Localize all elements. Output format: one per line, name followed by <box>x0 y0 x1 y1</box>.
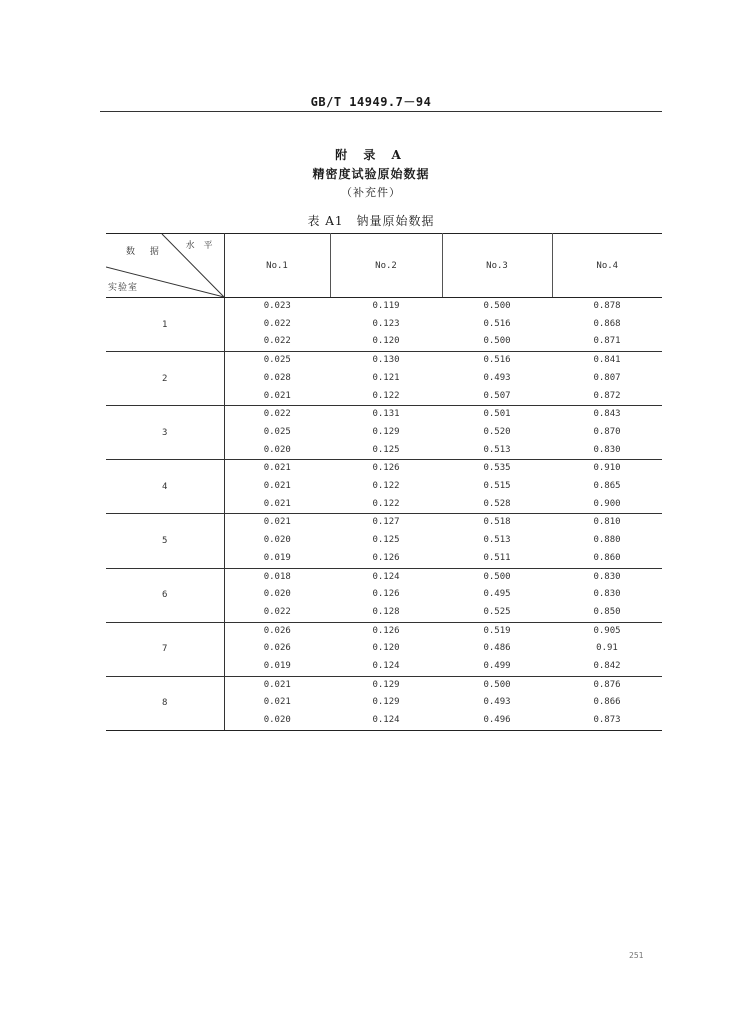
value-cell: 0.021 <box>263 498 291 509</box>
value-cell: 0.905 <box>552 622 662 640</box>
table-row <box>106 460 662 478</box>
value-cell: 0.850 <box>593 606 621 617</box>
value-cell: 0.91 <box>596 643 618 654</box>
value-cell: 0.830 <box>593 589 621 600</box>
value-cell: 0.513 <box>483 444 511 455</box>
table-header-row <box>106 234 662 298</box>
value-cell: 0.021 <box>224 676 330 694</box>
value-cell: 0.873 <box>552 712 662 730</box>
value-cell: 0.122 <box>372 390 400 401</box>
column-header: No.1 <box>224 234 330 298</box>
value-cell: 0.807 <box>593 372 621 383</box>
value-cell: 0.501 <box>442 406 552 424</box>
value-cell: 0.520 <box>483 426 511 437</box>
column-header: No.2 <box>330 234 442 298</box>
value-cell: 0.122 <box>372 481 400 492</box>
value-cell: 0.841 <box>552 352 662 370</box>
value-cell: 0.900 <box>593 498 621 509</box>
value-cell: 0.495 <box>483 589 511 600</box>
value-cell: 0.519 <box>442 622 552 640</box>
value-cell: 0.126 <box>372 589 400 600</box>
value-cell: 0.020 <box>263 589 291 600</box>
value-cell: 0.022 <box>263 606 291 617</box>
value-cell: 0.028 <box>263 372 291 383</box>
value-cell: 0.493 <box>483 697 511 708</box>
value-cell: 0.830 <box>593 444 621 455</box>
value-cell: 0.499 <box>483 661 511 672</box>
value-cell: 0.500 <box>442 568 552 586</box>
standard-header: GB/T 14949.7－94 <box>310 95 432 109</box>
corner-lab-label: 实验室 <box>108 283 139 293</box>
table-row <box>106 622 662 640</box>
value-cell: 0.515 <box>483 481 511 492</box>
appendix-heading <box>0 146 742 202</box>
value-cell: 0.119 <box>330 298 442 316</box>
value-cell: 0.860 <box>593 552 621 563</box>
lab-number-cell: 8 <box>106 676 224 730</box>
value-cell: 0.493 <box>483 372 511 383</box>
lab-number-cell: 1 <box>106 298 224 352</box>
value-cell: 0.535 <box>442 460 552 478</box>
value-cell: 0.525 <box>483 606 511 617</box>
value-cell: 0.878 <box>552 298 662 316</box>
corner-data-label: 数 据 <box>126 247 165 257</box>
appendix-title: 附 录 A <box>335 148 407 162</box>
value-cell: 0.130 <box>330 352 442 370</box>
value-cell: 0.025 <box>224 352 330 370</box>
lab-number-cell: 3 <box>106 406 224 460</box>
value-cell: 0.128 <box>372 606 400 617</box>
value-cell: 0.020 <box>263 535 291 546</box>
value-cell: 0.511 <box>483 552 511 563</box>
value-cell: 0.910 <box>552 460 662 478</box>
table-row <box>106 406 662 424</box>
value-cell: 0.021 <box>263 697 291 708</box>
value-cell: 0.121 <box>372 372 400 383</box>
value-cell: 0.019 <box>263 552 291 563</box>
value-cell: 0.496 <box>442 712 552 730</box>
value-cell: 0.872 <box>593 390 621 401</box>
value-cell: 0.023 <box>224 298 330 316</box>
value-cell: 0.865 <box>593 481 621 492</box>
value-cell: 0.018 <box>224 568 330 586</box>
value-cell: 0.126 <box>330 460 442 478</box>
value-cell: 0.810 <box>552 514 662 532</box>
value-cell: 0.516 <box>483 318 511 329</box>
value-cell: 0.516 <box>442 352 552 370</box>
value-cell: 0.021 <box>224 514 330 532</box>
value-cell: 0.125 <box>372 444 400 455</box>
value-cell: 0.124 <box>330 568 442 586</box>
value-cell: 0.486 <box>483 643 511 654</box>
value-cell: 0.518 <box>442 514 552 532</box>
value-cell: 0.019 <box>263 661 291 672</box>
column-header: No.4 <box>552 234 662 298</box>
lab-number-cell: 4 <box>106 460 224 514</box>
table-body <box>106 298 662 731</box>
value-cell: 0.122 <box>372 498 400 509</box>
value-cell: 0.876 <box>552 676 662 694</box>
value-cell: 0.843 <box>552 406 662 424</box>
value-cell: 0.868 <box>593 318 621 329</box>
appendix-note: （补充件） <box>341 186 401 199</box>
value-cell: 0.871 <box>593 336 621 347</box>
value-cell: 0.127 <box>330 514 442 532</box>
table-row <box>106 514 662 532</box>
diagonal-header-cell <box>106 234 224 298</box>
value-cell: 0.025 <box>263 426 291 437</box>
value-cell: 0.528 <box>483 498 511 509</box>
value-cell: 0.126 <box>330 622 442 640</box>
header-rule <box>100 111 662 112</box>
value-cell: 0.126 <box>372 552 400 563</box>
value-cell: 0.120 <box>372 643 400 654</box>
page-number: 251 <box>629 951 644 960</box>
value-cell: 0.129 <box>372 697 400 708</box>
value-cell: 0.026 <box>263 643 291 654</box>
value-cell: 0.866 <box>593 697 621 708</box>
value-cell: 0.870 <box>593 426 621 437</box>
value-cell: 0.500 <box>442 676 552 694</box>
value-cell: 0.842 <box>593 661 621 672</box>
value-cell: 0.500 <box>483 336 511 347</box>
value-cell: 0.022 <box>263 336 291 347</box>
value-cell: 0.124 <box>330 712 442 730</box>
value-cell: 0.026 <box>224 622 330 640</box>
value-cell: 0.131 <box>330 406 442 424</box>
lab-number-cell: 7 <box>106 622 224 676</box>
lab-number-cell: 2 <box>106 352 224 406</box>
value-cell: 0.020 <box>263 444 291 455</box>
table-row <box>106 568 662 586</box>
value-cell: 0.125 <box>372 535 400 546</box>
value-cell: 0.513 <box>483 535 511 546</box>
value-cell: 0.500 <box>442 298 552 316</box>
value-cell: 0.021 <box>263 390 291 401</box>
table-row <box>106 352 662 370</box>
value-cell: 0.124 <box>372 661 400 672</box>
value-cell: 0.021 <box>224 460 330 478</box>
value-cell: 0.880 <box>593 535 621 546</box>
sodium-data-table <box>106 233 662 731</box>
value-cell: 0.830 <box>552 568 662 586</box>
value-cell: 0.022 <box>263 318 291 329</box>
corner-level-label: 水 平 <box>185 241 216 251</box>
value-cell: 0.123 <box>372 318 400 329</box>
table-caption: 表 A1 钠量原始数据 <box>307 214 435 228</box>
value-cell: 0.021 <box>263 481 291 492</box>
value-cell: 0.507 <box>483 390 511 401</box>
appendix-subtitle: 精密度试验原始数据 <box>312 167 430 181</box>
value-cell: 0.020 <box>224 712 330 730</box>
value-cell: 0.022 <box>224 406 330 424</box>
value-cell: 0.129 <box>372 426 400 437</box>
table-row <box>106 298 662 316</box>
lab-number-cell: 6 <box>106 568 224 622</box>
value-cell: 0.129 <box>330 676 442 694</box>
table-row <box>106 676 662 694</box>
value-cell: 0.120 <box>372 336 400 347</box>
column-header: No.3 <box>442 234 552 298</box>
lab-number-cell: 5 <box>106 514 224 568</box>
